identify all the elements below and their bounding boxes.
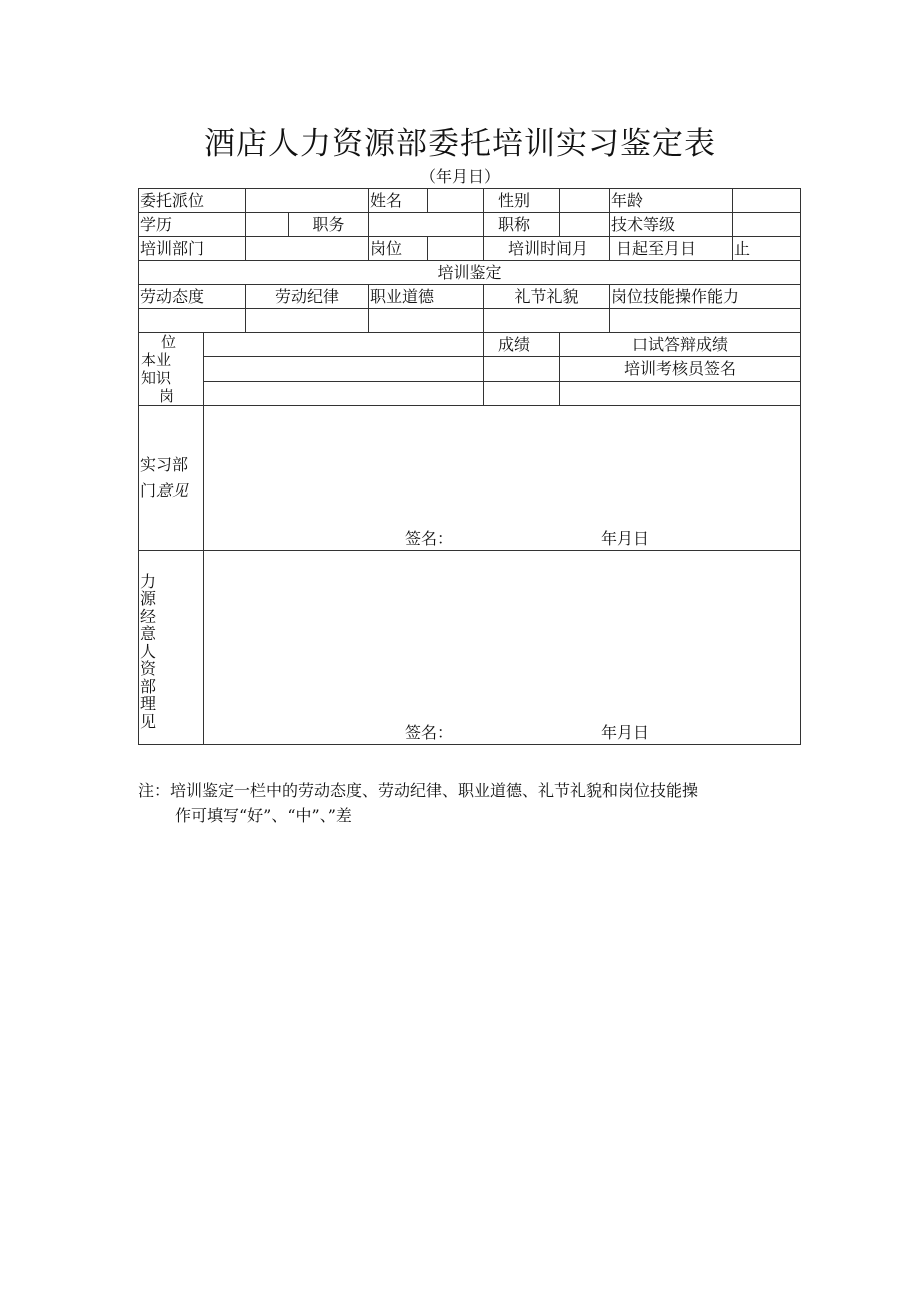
knowledge-label <box>139 333 204 406</box>
knowledge-label-line-4: 岗 <box>159 387 175 405</box>
basic-info-row-2 <box>139 213 801 237</box>
duty-label: 职务 <box>289 213 369 237</box>
training-time-range: 日起至月日 <box>610 237 733 261</box>
knowledge-field-2[interactable] <box>204 357 484 381</box>
appraisal-col-ethics: 职业道德 <box>369 285 484 309</box>
age-label: 年龄 <box>610 189 733 213</box>
appraisal-col-skills: 岗位技能操作能力 <box>610 285 801 309</box>
name-label: 姓名 <box>369 189 428 213</box>
hr-opinion-field[interactable] <box>204 551 801 745</box>
hr-opinion-row <box>139 551 801 745</box>
score-field-1[interactable] <box>484 357 560 381</box>
intern-date-label: 年月日 <box>601 529 650 549</box>
oral-defense-score-label: 口试答辩成绩 <box>560 333 801 357</box>
basic-info-row-3 <box>139 237 801 261</box>
knowledge-row-2 <box>139 357 801 381</box>
training-time-label: 培训时间月 <box>484 237 610 261</box>
knowledge-row-1 <box>139 333 801 357</box>
intern-opinion-field[interactable] <box>204 406 801 551</box>
footnote-line-1: 注：培训鉴定一栏中的劳动态度、劳动纪律、职业道德、礼节礼貌和岗位技能操 <box>138 781 699 800</box>
dept-field[interactable] <box>246 237 369 261</box>
skills-field[interactable] <box>610 309 801 333</box>
appraisal-col-etiquette: 礼节礼貌 <box>484 285 610 309</box>
examiner-signature-label: 培训考核员签名 <box>560 357 801 381</box>
appraisal-form-table <box>138 188 801 745</box>
hr-opinion-label <box>139 551 204 745</box>
intern-opinion-label-line-1: 实习部 <box>140 455 189 474</box>
page-title: 酒店人力资源部委托培训实习鉴定表 <box>204 126 716 162</box>
intern-opinion-label-line-2 <box>140 478 202 504</box>
appraisal-header-row <box>139 261 801 285</box>
gender-label: 性别 <box>484 189 560 213</box>
education-label: 学历 <box>139 213 246 237</box>
knowledge-field-1[interactable] <box>204 333 484 357</box>
score-label: 成绩 <box>484 333 560 357</box>
hr-date-label: 年月日 <box>601 723 650 743</box>
name-field[interactable] <box>428 189 484 213</box>
footnote <box>138 778 800 828</box>
appraisal-columns-row <box>139 285 801 309</box>
training-time-end: 止 <box>733 237 801 261</box>
post-field[interactable] <box>428 237 484 261</box>
knowledge-label-line-2: 本业 <box>141 351 172 369</box>
post-label: 岗位 <box>369 237 428 261</box>
etiquette-field[interactable] <box>484 309 610 333</box>
title-rank-label: 职称 <box>484 213 560 237</box>
gender-field[interactable] <box>560 189 610 213</box>
education-field[interactable] <box>246 213 289 237</box>
tech-grade-field[interactable] <box>733 213 801 237</box>
discipline-field[interactable] <box>246 309 369 333</box>
hr-opinion-label-text: 力源经意人资部理见 <box>140 571 157 731</box>
appraisal-col-attitude: 劳动态度 <box>139 285 246 309</box>
dispatch-label: 委托派位 <box>139 189 246 213</box>
appraisal-header: 培训鉴定 <box>139 261 801 285</box>
score-field-2[interactable] <box>484 381 560 405</box>
title-rank-field[interactable] <box>560 213 610 237</box>
footnote-line-2: 作可填写“好”、“中”、”差 <box>175 806 352 825</box>
attitude-field[interactable] <box>139 309 246 333</box>
knowledge-field-3[interactable] <box>204 381 484 405</box>
intern-opinion-label-men: 门 <box>140 481 157 500</box>
duty-field[interactable] <box>369 213 484 237</box>
intern-opinion-label <box>139 406 204 551</box>
hr-sign-label: 签名： <box>405 723 454 743</box>
basic-info-row-1 <box>139 189 801 213</box>
knowledge-label-line-3: 知识 <box>141 369 172 387</box>
dispatch-field[interactable] <box>246 189 369 213</box>
examiner-signature-field[interactable] <box>560 381 801 405</box>
tech-grade-label: 技术等级 <box>610 213 733 237</box>
appraisal-col-discipline: 劳动纪律 <box>246 285 369 309</box>
date-subtitle: （年月日） <box>419 167 500 186</box>
appraisal-values-row <box>139 309 801 333</box>
intern-opinion-label-yijian: 意见 <box>156 481 189 500</box>
knowledge-label-line-1: 位 <box>161 333 177 351</box>
knowledge-row-3 <box>139 381 801 405</box>
age-field[interactable] <box>733 189 801 213</box>
intern-sign-label: 签名： <box>405 529 454 549</box>
dept-label: 培训部门 <box>139 237 246 261</box>
intern-opinion-row <box>139 406 801 551</box>
ethics-field[interactable] <box>369 309 484 333</box>
